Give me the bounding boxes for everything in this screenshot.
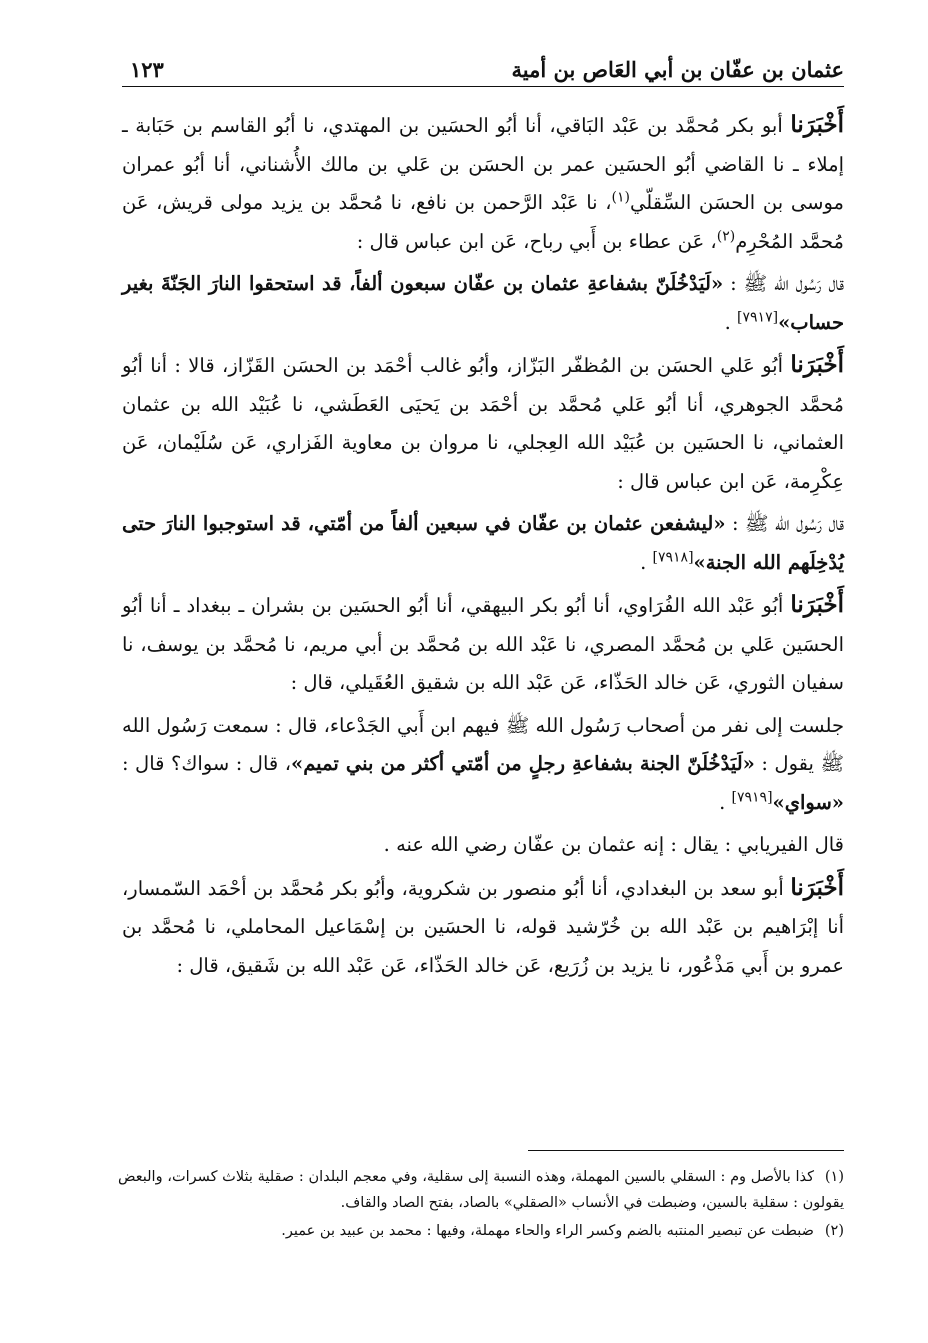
isnad-text: ، عَن عطاء بن أَبي رباح، عَن ابن عباس قال : <box>356 229 717 253</box>
footnote-1 <box>118 1164 844 1216</box>
page-header <box>130 48 844 82</box>
lead-word: أَخْبَرَنا <box>790 111 844 138</box>
lead-word: أَخْبَرَنا <box>790 591 844 618</box>
footnote-number: (١) <box>824 1169 844 1185</box>
footnote-text: ضبطت عن تبصير المنتبه بالضم وكسر الراء والحاء مهملة، وفيها : محمد بن عبيد بن عمير. <box>281 1223 814 1239</box>
hadith-intro: قال رَسُول الله ﷺ : <box>723 272 844 295</box>
paragraph-isnad-4 <box>122 869 844 986</box>
lead-word: أَخْبَرَنا <box>790 351 844 378</box>
hadith-intro: قال رَسُول الله ﷺ : <box>725 512 844 535</box>
narration-text: ، قال : سواك؟ قال : <box>122 752 292 775</box>
isnad-text: أبُو عَبْد الله الفُرَاوي، أنا أبُو بكر البيهقي، أنا أبُو الحسَين بن بشران ـ ببغداد ـ أنا أبُو الحسَين عَلي بن مُحمَّد المصري، نا عَبْد الله بن مُحمَّد بن أبي مريم، نا مُحمَّد بن يوسف، نا سفيان الثوري، عَن خالد الحَذّاء، عَن عَبْد الله بن شقيق العُقَيلي، قال : <box>122 594 844 694</box>
period: . <box>719 790 732 814</box>
paragraph-comment <box>122 826 844 865</box>
hadith-text: «ليشفعن عثمان بن عفّان في سبعين ألفاً من أمّتي، قد استوجبوا النارَ حتى يُدْخِلَهم الله الجنة» <box>122 512 844 574</box>
isnad-text: أبو بكر مُحمَّد بن عَبْد البَاقي، أنا أبُو الحسَين بن المهتدي، نا أبُو القاسم بن حَبَابة ـ إملاء ـ نا القاضي أبُو الحسَين عمر بن الحسَن بن عَلي بن مالك الأُشناني، أنا أبُو عمران موسى بن الحسَن السِّقلّي <box>122 114 844 214</box>
page-number: ١٢٣ <box>130 57 164 82</box>
header-rule <box>122 86 844 87</box>
footnotes <box>118 1164 844 1246</box>
hadith-text: «لَيَدْخُلَنّ الجنة بشفاعةِ رجلٍ من أمّتي أكثر من بني تميم» <box>291 752 755 775</box>
footnote-ref-2[interactable]: (٢) <box>716 228 736 244</box>
period: . <box>640 550 653 574</box>
lead-word: أَخْبَرَنا <box>790 873 844 901</box>
hadith-text: «سواي» <box>772 790 844 814</box>
footnote-rule <box>528 1150 844 1151</box>
isnad-text: أبو سعد بن البغدادي، أنا أبُو منصور بن شكروية، وأبُو بكر مُحمَّد بن أحْمَد السّمسار، أنا إبْرَاهيم بن عَبْد الله بن خُرّشيد قوله، نا الحسَين بن إسْمَاعيل المحاملي، نا مُحمَّد بن عمرو بن أَبي مَذْعُور، نا يزيد بن زُرَيع، عَن خالد الحَذّاء، عَن عَبْد الله بن شَقيق، قال : <box>122 876 844 977</box>
footnote-ref-1[interactable]: (١) <box>611 189 631 206</box>
hadith-text: «لَيَدْخُلَنّ بشفاعةِ عثمان بن عفّان سبعون ألفاً، قد استحقوا النارَ الجَنّةَ بغير حساب» <box>122 272 844 334</box>
footnote-text: كذا بالأصل وم : السقلي بالسين المهملة، وهذه النسبة إلى سقلية، وفي معجم البلدان : صقلية بثلاث كسرات، والبعض يقولون : سقلية بالسين، وضبطت في الأنساب «الصقلي» بالصاد، بفتح الصاد والقاف. <box>118 1169 844 1211</box>
footnote-number: (٢) <box>824 1223 844 1239</box>
main-text <box>122 106 844 985</box>
narration-text: جلست إلى نفر من أصحاب رَسُول الله ﷺ فيهم ابن أَبي الجَدْعاء، قال : سمعت رَسُول الله ﷺ يقول : <box>122 713 844 775</box>
comment-text: قال الفيريابي : يقال : إنه عثمان بن عفّان رضي الله عنه . <box>383 833 844 856</box>
isnad-text: أبُو عَلي الحسَن بن المُظفّر البَزّاز، وأبُو غالب أحْمَد بن الحسَن القَزّاز، قالا : أنا أبُو مُحمَّد الجوهري، أنا أبُو عَلي مُحمَّد بن أحْمَد بن يَحيَى العَطَشي، نا عُبَيْد الله بن عثمان العثماني، نا الحسَين بن عُبَيْد الله العِجلي، نا مروان بن معاوية الفَزاري، عَن سُلَيْمان، عَن عِكْرِمة، عَن ابن عباس قال : <box>122 354 844 493</box>
paragraph-isnad-3 <box>122 586 844 703</box>
hadith-number: [٧٩١٨] <box>652 549 694 565</box>
paragraph-isnad-1 <box>122 106 844 261</box>
footnote-2 <box>118 1218 844 1244</box>
paragraph-hadith-1 <box>122 265 844 342</box>
isnad-text: ، نا عَبْد الرَّحمن بن نافع، نا مُحمَّد بن يزيد مولى قريش، عَن مُحمَّد المُحْرِم <box>122 191 844 253</box>
paragraph-isnad-2 <box>122 346 844 501</box>
running-title: عثمان بن عفّان بن أبي العَاص بن أمية <box>511 57 844 82</box>
paragraph-hadith-2 <box>122 505 844 582</box>
hadith-number: [٧٩١٧] <box>737 309 779 325</box>
period: . <box>724 310 738 334</box>
paragraph-hadith-3 <box>122 707 844 823</box>
hadith-number: [٧٩١٩] <box>731 789 773 805</box>
